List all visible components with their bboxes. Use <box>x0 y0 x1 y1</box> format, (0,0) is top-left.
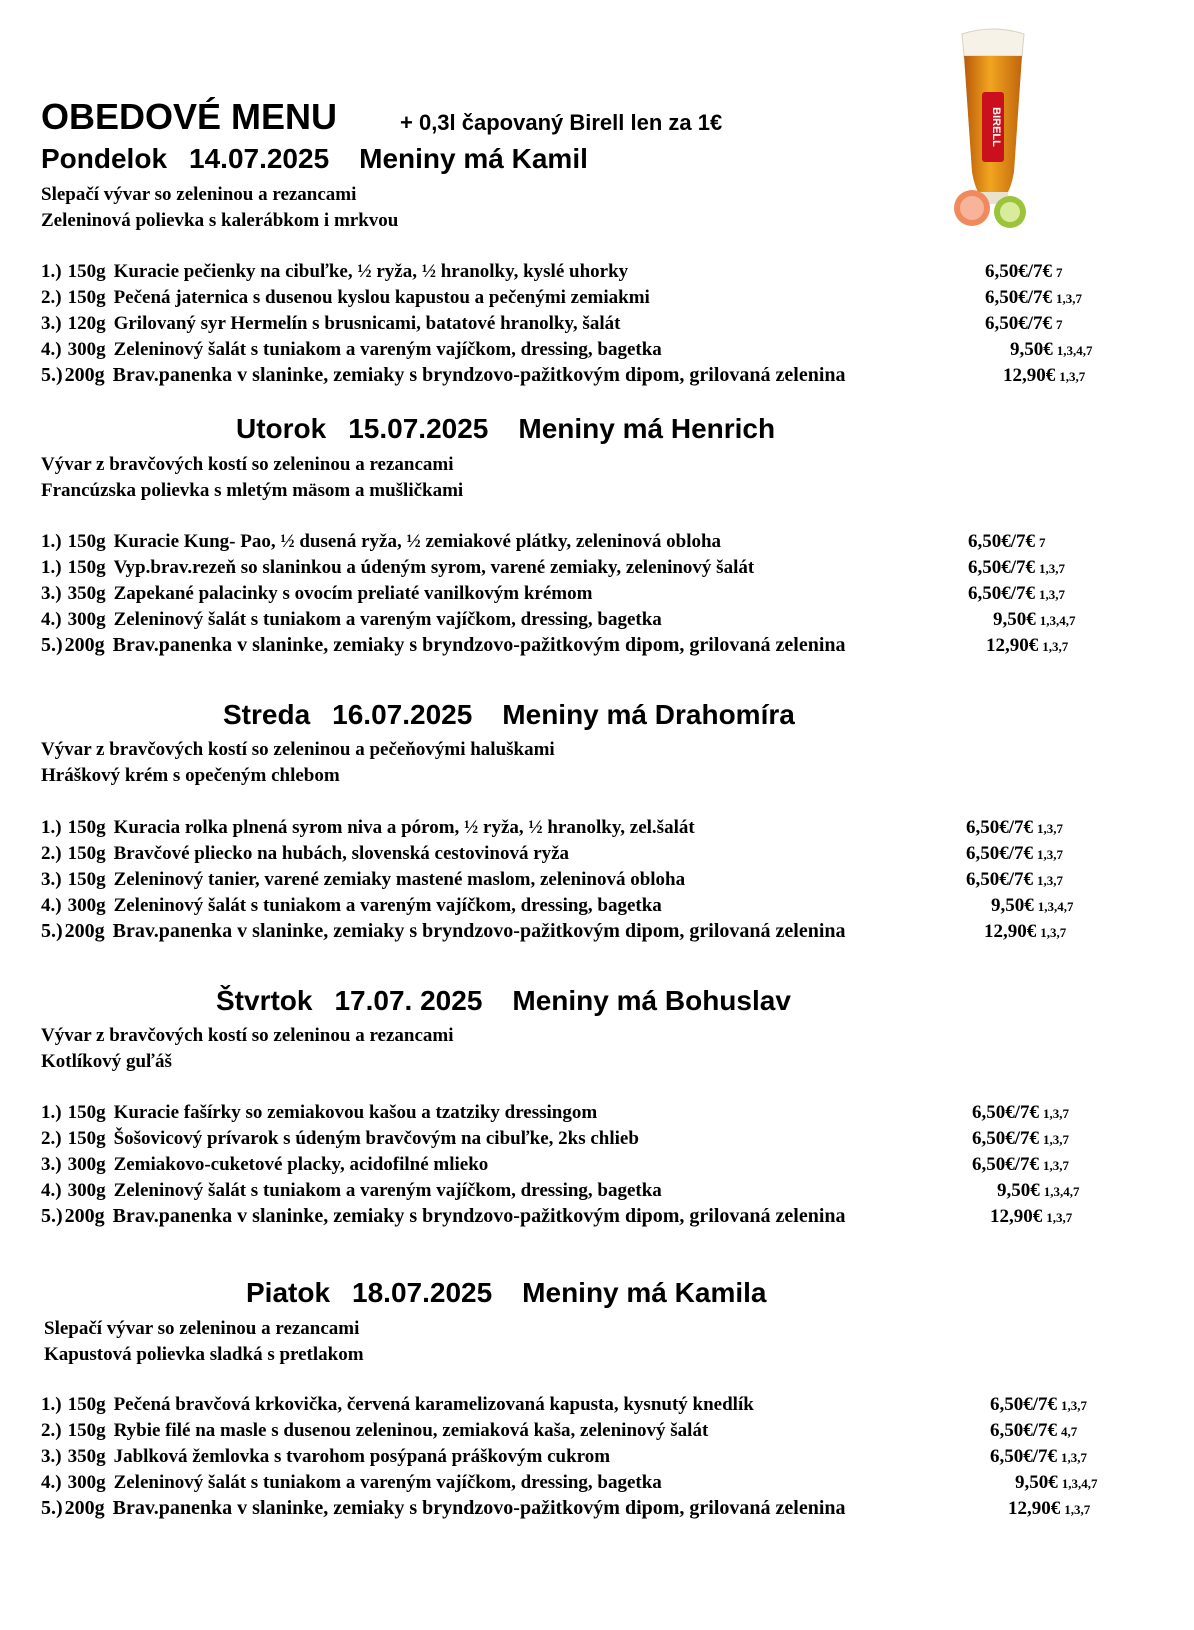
svg-text:BIRELL: BIRELL <box>990 107 1002 147</box>
nameday: Meniny má Kamila <box>522 1277 767 1308</box>
dish-row <box>41 1391 754 1418</box>
dish-price: 12,90€ <box>984 921 1037 942</box>
dish-allergens: 1,3,7 <box>1061 1398 1088 1413</box>
dish-price-line <box>985 284 1082 312</box>
dish-row <box>41 554 754 581</box>
dish-description: Pečená jaternica s dusenou kyslou kapustou a pečenými zemiakmi <box>113 287 650 308</box>
dish-row <box>41 840 569 867</box>
dish-weight: 300g <box>67 609 106 630</box>
dish-description: Jablková žemlovka s tvarohom posýpaná práškovým cukrom <box>113 1446 611 1467</box>
dish-description: Bravčové pliecko na hubách, slovenská cestovinová ryža <box>113 843 570 864</box>
dish-number: 3.) <box>41 869 62 890</box>
day-heading <box>236 413 775 445</box>
dish-description: Zeleninový šalát s tuniakom a vareným vajíčkom, dressing, bagetka <box>113 1472 662 1493</box>
dish-description: Brav.panenka v slaninke, zemiaky s bryndzovo-pažitkovým dipom, grilovaná zelenina <box>112 634 846 656</box>
dish-price: 6,50€/7€ <box>972 1154 1040 1175</box>
dish-allergens: 1,3,7 <box>1043 1106 1070 1121</box>
dish-price-line <box>1015 1469 1098 1497</box>
dish-price-line <box>990 1417 1077 1445</box>
dish-allergens: 1,3,7 <box>1039 561 1066 576</box>
dish-description: Šošovicový prívarok s údeným bravčovým na cibuľke, 2ks chlieb <box>113 1128 639 1149</box>
dish-price: 6,50€/7€ <box>990 1446 1058 1467</box>
dish-allergens: 1,3,4,7 <box>1056 343 1093 358</box>
dish-weight: 200g <box>64 1205 105 1227</box>
dish-row <box>41 1125 639 1152</box>
dish-weight: 150g <box>67 261 106 282</box>
soup-item: Vývar z bravčových kostí so zeleninou a rezancami <box>41 454 454 475</box>
dish-weight: 300g <box>67 1154 106 1175</box>
dish-row <box>41 310 620 337</box>
dish-description: Vyp.brav.rezeň so slaninkou a údeným syrom, varené zemiaky, zeleninový šalát <box>113 557 755 578</box>
dish-description: Zeleninový tanier, varené zemiaky mastené maslom, zeleninová obloha <box>113 869 686 890</box>
dish-number: 4.) <box>41 895 62 916</box>
day-heading <box>223 699 795 731</box>
dish-price: 12,90€ <box>1003 365 1056 386</box>
dish-allergens: 4,7 <box>1061 1424 1078 1439</box>
dish-price: 9,50€ <box>1010 339 1053 360</box>
dish-price-line <box>993 606 1076 634</box>
dish-number: 3.) <box>41 583 62 604</box>
dish-description: Zeleninový šalát s tuniakom a vareným vajíčkom, dressing, bagetka <box>113 609 662 630</box>
soup-item: Hráškový krém s opečeným chlebom <box>41 765 340 786</box>
nameday: Meniny má Bohuslav <box>512 985 791 1016</box>
dish-weight: 300g <box>67 1180 106 1201</box>
soup-item: Zeleninová polievka s kalerábkom i mrkvou <box>41 210 399 231</box>
soup-item: Kapustová polievka sladká s pretlakom <box>44 1344 364 1365</box>
dish-weight: 150g <box>67 1394 106 1415</box>
dish-price: 6,50€/7€ <box>968 531 1036 552</box>
dish-number: 1.) <box>41 557 62 578</box>
dish-row <box>41 580 592 607</box>
dish-price-line <box>966 866 1063 894</box>
dish-weight: 150g <box>67 869 106 890</box>
soup-item: Francúzska polievka s mletým mäsom a mušličkami <box>41 480 464 501</box>
dish-row <box>41 1443 610 1470</box>
dish-allergens: 1,3,7 <box>1046 1210 1073 1225</box>
dish-description: Brav.panenka v slaninke, zemiaky s bryndzovo-pažitkovým dipom, grilovaná zelenina <box>112 920 846 942</box>
dish-price-line <box>986 632 1068 660</box>
day-date: 15.07.2025 <box>348 413 489 444</box>
dish-allergens: 1,3,4,7 <box>1061 1476 1098 1491</box>
soup-item: Vývar z bravčových kostí so zeleninou a pečeňovými haluškami <box>41 739 555 760</box>
beer-glass-icon <box>948 22 1038 232</box>
day-date: 17.07. 2025 <box>334 985 483 1016</box>
dish-row <box>41 258 628 285</box>
dish-row <box>41 814 695 841</box>
dish-number: 4.) <box>41 1472 62 1493</box>
day-heading <box>216 985 791 1017</box>
dish-price-line <box>1010 336 1093 364</box>
birell-offer: + 0,3l čapovaný Birell len za 1€ <box>400 110 723 135</box>
dish-price-line <box>968 554 1065 582</box>
dish-description: Zeleninový šalát s tuniakom a vareným vajíčkom, dressing, bagetka <box>113 895 662 916</box>
dish-number: 5.) <box>41 1497 63 1519</box>
dish-allergens: 1,3,7 <box>1059 369 1086 384</box>
dish-number: 1.) <box>41 531 62 552</box>
dish-weight: 200g <box>64 1497 105 1519</box>
dish-row <box>41 918 846 945</box>
dish-weight: 150g <box>67 531 106 552</box>
dish-description: Zeleninový šalát s tuniakom a vareným vajíčkom, dressing, bagetka <box>113 339 662 360</box>
dish-weight: 150g <box>67 287 106 308</box>
dish-description: Kuracie pečienky na cibuľke, ½ ryža, ½ hranolky, kyslé uhorky <box>113 261 629 282</box>
dish-weight: 150g <box>67 817 106 838</box>
dish-allergens: 1,3,7 <box>1042 639 1069 654</box>
dish-number: 2.) <box>41 1128 62 1149</box>
dish-allergens: 7 <box>1056 265 1063 280</box>
dish-number: 2.) <box>41 843 62 864</box>
day-date: 18.07.2025 <box>352 1277 493 1308</box>
dish-price: 6,50€/7€ <box>968 583 1036 604</box>
dish-description: Brav.panenka v slaninke, zemiaky s bryndzovo-pažitkovým dipom, grilovaná zelenina <box>112 1205 846 1227</box>
dish-weight: 200g <box>64 920 105 942</box>
dish-weight: 150g <box>67 1102 106 1123</box>
dish-allergens: 1,3,7 <box>1039 587 1066 602</box>
dish-row <box>41 632 846 659</box>
dish-row <box>41 866 685 893</box>
day-heading <box>246 1277 766 1309</box>
day-name: Streda <box>223 699 311 730</box>
dish-weight: 150g <box>67 1420 106 1441</box>
dish-price: 6,50€/7€ <box>985 261 1053 282</box>
page-title: OBEDOVÉ MENU <box>41 96 338 137</box>
dish-allergens: 1,3,4,7 <box>1037 899 1074 914</box>
dish-price: 9,50€ <box>991 895 1034 916</box>
dish-allergens: 1,3,7 <box>1061 1450 1088 1465</box>
dish-price-line <box>990 1203 1072 1231</box>
dish-number: 3.) <box>41 313 62 334</box>
dish-allergens: 1,3,7 <box>1040 925 1067 940</box>
dish-price-line <box>985 258 1063 286</box>
dish-price: 9,50€ <box>993 609 1036 630</box>
dish-number: 1.) <box>41 817 62 838</box>
dish-allergens: 1,3,7 <box>1064 1502 1091 1517</box>
dish-number: 5.) <box>41 634 63 656</box>
dish-weight: 300g <box>67 895 106 916</box>
dish-weight: 350g <box>67 583 106 604</box>
day-name: Pondelok <box>41 143 168 174</box>
dish-number: 5.) <box>41 1205 63 1227</box>
dish-weight: 300g <box>67 339 106 360</box>
dish-price-line <box>966 840 1063 868</box>
dish-description: Grilovaný syr Hermelín s brusnicami, batatové hranolky, šalát <box>113 313 621 334</box>
day-date: 16.07.2025 <box>332 699 473 730</box>
dish-price-line <box>997 1177 1080 1205</box>
dish-price-line <box>966 814 1063 842</box>
day-name: Piatok <box>246 1277 331 1308</box>
dish-row <box>41 284 650 311</box>
nameday: Meniny má Kamil <box>359 143 588 174</box>
dish-row <box>41 1177 662 1204</box>
nameday: Meniny má Drahomíra <box>502 699 795 730</box>
dish-price: 6,50€/7€ <box>990 1420 1058 1441</box>
dish-number: 5.) <box>41 364 63 386</box>
dish-weight: 200g <box>64 364 105 386</box>
dish-number: 4.) <box>41 609 62 630</box>
dish-allergens: 7 <box>1039 535 1046 550</box>
dish-allergens: 7 <box>1056 317 1063 332</box>
dish-row <box>41 1469 662 1496</box>
dish-price-line <box>972 1099 1069 1127</box>
dish-number: 4.) <box>41 339 62 360</box>
nameday: Meniny má Henrich <box>518 413 776 444</box>
dish-price: 9,50€ <box>997 1180 1040 1201</box>
dish-price: 12,90€ <box>1008 1498 1061 1519</box>
dish-row <box>41 1099 597 1126</box>
dish-number: 3.) <box>41 1154 62 1175</box>
dish-allergens: 1,3,4,7 <box>1039 613 1076 628</box>
soup-item: Kotlíkový guľáš <box>41 1051 172 1072</box>
dish-allergens: 1,3,7 <box>1037 821 1064 836</box>
dish-number: 1.) <box>41 261 62 282</box>
dish-price: 6,50€/7€ <box>966 843 1034 864</box>
dish-row <box>41 1495 846 1522</box>
dish-price: 12,90€ <box>990 1206 1043 1227</box>
dish-description: Kuracie fašírky so zemiakovou kašou a tzatziky dressingom <box>113 1102 598 1123</box>
dish-number: 2.) <box>41 287 62 308</box>
dish-row <box>41 892 662 919</box>
dish-description: Kuracie Kung- Pao, ½ dusená ryža, ½ zemiakové plátky, zeleninová obloha <box>113 531 722 552</box>
dish-price-line <box>972 1125 1069 1153</box>
soup-item: Slepačí vývar so zeleninou a rezancami <box>41 184 357 205</box>
dish-price-line <box>985 310 1063 338</box>
dish-price: 6,50€/7€ <box>972 1128 1040 1149</box>
dish-description: Rybie filé na masle s dusenou zeleninou, zemiaková kaša, zeleninový šalát <box>113 1420 709 1441</box>
dish-price: 6,50€/7€ <box>990 1394 1058 1415</box>
dish-row <box>41 528 721 555</box>
dish-price-line <box>990 1443 1087 1471</box>
dish-price: 9,50€ <box>1015 1472 1058 1493</box>
soup-item: Slepačí vývar so zeleninou a rezancami <box>44 1318 360 1339</box>
dish-weight: 200g <box>64 634 105 656</box>
dish-weight: 150g <box>67 843 106 864</box>
dish-price: 6,50€/7€ <box>985 313 1053 334</box>
dish-row <box>41 1203 846 1230</box>
dish-price: 6,50€/7€ <box>966 817 1034 838</box>
dish-description: Brav.panenka v slaninke, zemiaky s bryndzovo-pažitkovým dipom, grilovaná zelenina <box>112 364 846 386</box>
dish-row <box>41 606 662 633</box>
dish-allergens: 1,3,7 <box>1037 873 1064 888</box>
dish-weight: 150g <box>67 557 106 578</box>
dish-description: Pečená bravčová krkovička, červená karamelizovaná kapusta, kysnutý knedlík <box>113 1394 754 1415</box>
dish-price: 12,90€ <box>986 635 1039 656</box>
dish-row <box>41 1417 708 1444</box>
dish-price-line <box>972 1151 1069 1179</box>
day-date: 14.07.2025 <box>189 143 330 174</box>
dish-allergens: 1,3,7 <box>1043 1132 1070 1147</box>
dish-number: 1.) <box>41 1102 62 1123</box>
dish-description: Kuracia rolka plnená syrom niva a pórom, ½ ryža, ½ hranolky, zel.šalát <box>113 817 695 838</box>
dish-weight: 350g <box>67 1446 106 1467</box>
dish-price: 6,50€/7€ <box>985 287 1053 308</box>
dish-row <box>41 336 662 363</box>
dish-description: Zemiakovo-cuketové placky, acidofilné mlieko <box>113 1154 489 1175</box>
dish-price: 6,50€/7€ <box>966 869 1034 890</box>
dish-weight: 120g <box>67 313 106 334</box>
soup-item: Vývar z bravčových kostí so zeleninou a rezancami <box>41 1025 454 1046</box>
dish-row <box>41 1151 488 1178</box>
dish-price: 6,50€/7€ <box>972 1102 1040 1123</box>
dish-allergens: 1,3,7 <box>1056 291 1083 306</box>
dish-allergens: 1,3,4,7 <box>1043 1184 1080 1199</box>
dish-description: Zeleninový šalát s tuniakom a vareným vajíčkom, dressing, bagetka <box>113 1180 662 1201</box>
dish-number: 4.) <box>41 1180 62 1201</box>
dish-price-line <box>1008 1495 1090 1523</box>
dish-number: 1.) <box>41 1394 62 1415</box>
dish-description: Zapekané palacinky s ovocím preliaté vanilkovým krémom <box>113 583 593 604</box>
dish-weight: 300g <box>67 1472 106 1493</box>
dish-number: 5.) <box>41 920 63 942</box>
dish-row <box>41 362 846 389</box>
dish-price-line <box>1003 362 1085 390</box>
dish-price: 6,50€/7€ <box>968 557 1036 578</box>
dish-price-line <box>984 918 1066 946</box>
dish-price-line <box>991 892 1074 920</box>
dish-number: 3.) <box>41 1446 62 1467</box>
day-name: Utorok <box>236 413 327 444</box>
dish-number: 2.) <box>41 1420 62 1441</box>
dish-price-line <box>968 580 1065 608</box>
dish-description: Brav.panenka v slaninke, zemiaky s bryndzovo-pažitkovým dipom, grilovaná zelenina <box>112 1497 846 1519</box>
dish-allergens: 1,3,7 <box>1043 1158 1070 1173</box>
day-name: Štvrtok <box>216 985 313 1016</box>
dish-allergens: 1,3,7 <box>1037 847 1064 862</box>
dish-price-line <box>968 528 1046 556</box>
dish-price-line <box>990 1391 1087 1419</box>
day-heading <box>41 143 588 175</box>
dish-weight: 150g <box>67 1128 106 1149</box>
